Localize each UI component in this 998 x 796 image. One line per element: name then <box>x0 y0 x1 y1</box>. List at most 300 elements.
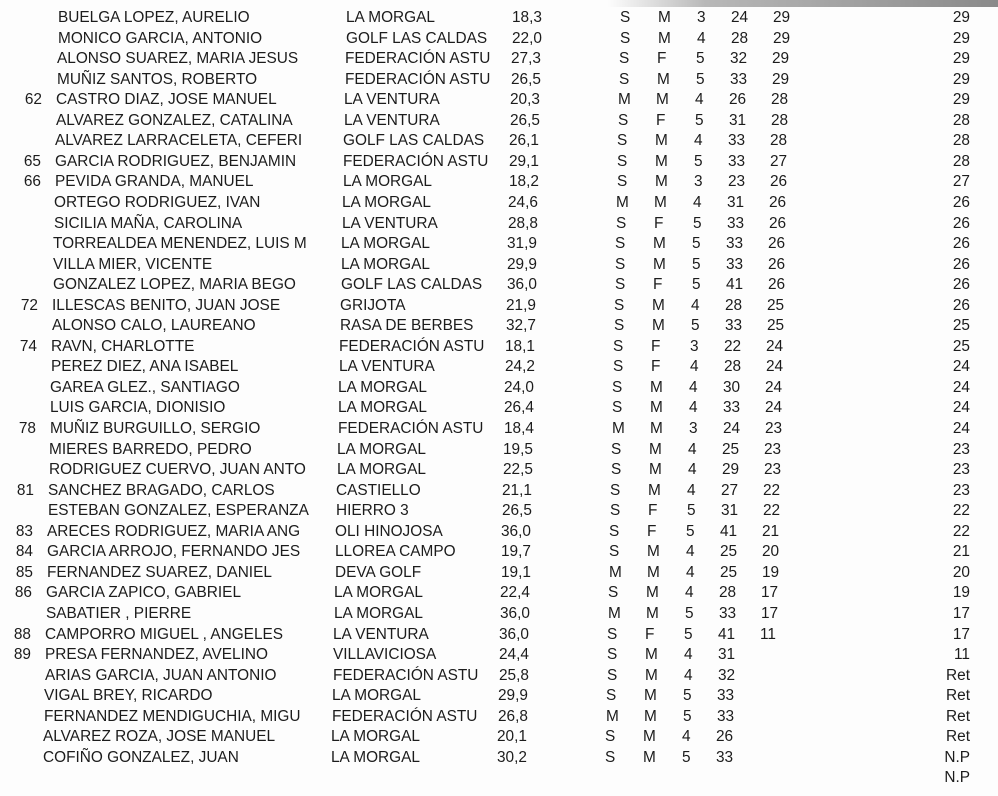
club-name: LA MORGAL <box>338 399 427 417</box>
result: 22 <box>952 522 970 540</box>
playing-handicap: 30 <box>723 378 741 396</box>
player-name: GARCIA ZAPICO, GABRIEL <box>46 584 241 602</box>
level: 4 <box>697 29 706 47</box>
points: 20 <box>762 543 780 561</box>
result: 29 <box>952 50 970 68</box>
points: 19 <box>762 563 780 581</box>
points: 23 <box>764 440 782 458</box>
club-name: FEDERACIÓN ASTU <box>332 707 478 725</box>
level: 4 <box>686 563 695 581</box>
level: 5 <box>696 70 705 88</box>
table-row <box>0 378 998 398</box>
table-row <box>0 748 998 768</box>
player-name: MONICO GARCIA, ANTONIO <box>58 29 263 47</box>
category: S <box>620 29 631 47</box>
row-position: 83 <box>15 522 33 540</box>
playing-handicap: 23 <box>728 173 746 191</box>
category: S <box>612 378 623 396</box>
sex: M <box>650 420 663 437</box>
points: 26 <box>768 255 786 273</box>
playing-handicap: 33 <box>728 132 746 150</box>
result: Ret <box>946 728 970 746</box>
handicap: 28,8 <box>508 214 538 232</box>
category: S <box>605 728 616 746</box>
handicap: 18,3 <box>512 9 542 26</box>
club-name: FEDERACIÓN ASTU <box>333 666 479 684</box>
sex: F <box>654 214 664 232</box>
result: 29 <box>952 70 970 88</box>
points: 11 <box>760 625 776 643</box>
club-name: LA MORGAL <box>337 440 426 458</box>
sex: F <box>647 522 657 540</box>
points: 22 <box>763 502 781 520</box>
table-row <box>0 727 998 747</box>
level: 4 <box>684 666 693 684</box>
category: S <box>609 543 620 561</box>
player-name: TORREALDEA MENENDEZ, LUIS M <box>53 235 307 253</box>
table-row <box>0 337 998 357</box>
result: Ret <box>946 687 970 705</box>
handicap: 26,5 <box>502 502 532 520</box>
result: 26 <box>952 276 970 294</box>
points: 23 <box>765 420 783 437</box>
table-row <box>0 481 998 501</box>
playing-handicap: 25 <box>720 563 738 581</box>
playing-handicap: 31 <box>729 111 747 129</box>
handicap: 22,0 <box>512 29 542 47</box>
player-name: FERNANDEZ MENDIGUCHIA, MIGU <box>44 707 301 725</box>
category: M <box>612 420 625 437</box>
handicap: 27,3 <box>511 50 541 68</box>
sex: M <box>650 378 663 396</box>
playing-handicap: 33 <box>730 70 748 88</box>
sex: M <box>654 193 667 211</box>
sex: M <box>643 728 656 746</box>
points: 26 <box>769 214 787 232</box>
playing-handicap: 25 <box>720 543 738 561</box>
points: 28 <box>771 111 789 129</box>
sex: M <box>657 70 670 88</box>
category: S <box>611 440 622 458</box>
playing-handicap: 33 <box>726 255 744 273</box>
category: S <box>607 646 618 664</box>
club-name: HIERRO 3 <box>336 502 409 520</box>
category: S <box>617 132 628 150</box>
playing-handicap: 28 <box>719 584 737 602</box>
category: S <box>618 111 629 129</box>
player-name: MUÑIZ BURGUILLO, SERGIO <box>50 420 261 437</box>
result: 24 <box>952 358 970 376</box>
category: S <box>610 502 621 520</box>
player-name: CASTRO DIAZ, JOSE MANUEL <box>56 91 277 109</box>
category: S <box>614 317 625 335</box>
club-name: LA MORGAL <box>342 193 431 211</box>
player-name: PEREZ DIEZ, ANA ISABEL <box>51 358 239 376</box>
playing-handicap: 33 <box>725 317 743 335</box>
category: S <box>613 337 624 355</box>
player-name: ALVAREZ LARRACELETA, CEFERI <box>55 132 303 150</box>
level: 4 <box>689 399 698 417</box>
table-row <box>0 8 998 28</box>
points: 17 <box>761 604 779 622</box>
row-position: 62 <box>24 91 42 109</box>
table-row <box>0 131 998 151</box>
player-name: SICILIA MAÑA, CAROLINA <box>54 214 243 232</box>
player-name: RAVN, CHARLOTTE <box>51 337 195 355</box>
handicap: 36,0 <box>507 276 537 294</box>
table-row <box>0 768 998 788</box>
playing-handicap: 28 <box>725 296 743 314</box>
result: 26 <box>952 255 970 273</box>
club-name: DEVA GOLF <box>335 563 422 581</box>
playing-handicap: 28 <box>724 358 742 376</box>
player-name: VILLA MIER, VICENTE <box>53 255 213 273</box>
player-name: ALONSO CALO, LAUREANO <box>52 317 256 335</box>
result: 28 <box>952 152 970 170</box>
sex: M <box>644 707 657 725</box>
handicap: 20,1 <box>497 728 527 746</box>
handicap: 21,9 <box>506 296 536 314</box>
category: S <box>611 461 622 479</box>
club-name: GOLF LAS CALDAS <box>341 276 483 294</box>
club-name: LA VENTURA <box>333 625 429 643</box>
table-row <box>0 645 998 665</box>
points: 24 <box>766 358 784 376</box>
playing-handicap: 32 <box>730 50 748 68</box>
category: S <box>615 276 626 294</box>
table-row <box>0 542 998 562</box>
handicap: 22,4 <box>500 584 530 602</box>
result: 29 <box>952 29 970 47</box>
level: 5 <box>694 152 703 170</box>
club-name: LA VENTURA <box>344 91 440 109</box>
sex: F <box>657 50 667 68</box>
level: 3 <box>694 173 703 191</box>
playing-handicap: 33 <box>717 687 735 705</box>
level: 4 <box>687 481 696 499</box>
result: 27 <box>952 173 970 191</box>
table-row <box>0 255 998 275</box>
sex: M <box>653 255 666 273</box>
category: S <box>615 255 626 273</box>
club-name: LA VENTURA <box>344 111 440 129</box>
sex: F <box>656 111 666 129</box>
sex: M <box>646 584 659 602</box>
level: 5 <box>692 276 701 294</box>
player-name: SABATIER , PIERRE <box>46 604 192 622</box>
points: 22 <box>763 481 781 499</box>
level: 5 <box>693 214 702 232</box>
result: 23 <box>952 440 970 458</box>
table-row <box>0 419 998 439</box>
row-position: 81 <box>16 481 34 499</box>
sex: M <box>646 604 659 622</box>
handicap: 30,2 <box>497 748 527 766</box>
points: 25 <box>767 296 785 314</box>
club-name: LA VENTURA <box>342 214 438 232</box>
level: 5 <box>686 522 695 540</box>
result: N.P <box>944 769 970 787</box>
result: 26 <box>952 193 970 211</box>
playing-handicap: 25 <box>722 440 740 458</box>
club-name: LA MORGAL <box>334 584 423 602</box>
result: 28 <box>952 132 970 150</box>
club-name: CASTIELLO <box>336 481 421 499</box>
sex: F <box>651 337 661 355</box>
result: 25 <box>952 317 970 335</box>
result: 21 <box>952 543 970 561</box>
row-position: 89 <box>13 646 31 664</box>
category: S <box>607 666 618 684</box>
result: 20 <box>952 563 970 581</box>
level: 5 <box>696 50 705 68</box>
player-name: VIGAL BREY, RICARDO <box>44 687 213 705</box>
sex: M <box>655 132 668 150</box>
playing-handicap: 27 <box>721 481 739 499</box>
points: 28 <box>771 91 789 109</box>
result: Ret <box>946 707 970 725</box>
sex: F <box>653 276 663 294</box>
table-row <box>0 625 998 645</box>
result: 24 <box>952 420 970 437</box>
category: M <box>606 707 619 725</box>
category: S <box>619 50 630 68</box>
club-name: LA MORGAL <box>341 255 430 273</box>
row-position: 65 <box>23 152 41 170</box>
table-row <box>0 316 998 336</box>
club-name: FEDERACIÓN ASTU <box>338 420 484 437</box>
player-name: GARCIA ARROJO, FERNANDO JES <box>47 543 301 561</box>
result: 26 <box>952 296 970 314</box>
result: 29 <box>952 91 970 109</box>
level: 5 <box>692 255 701 273</box>
table-row <box>0 707 998 727</box>
category: S <box>617 173 628 191</box>
handicap: 29,1 <box>509 152 539 170</box>
handicap: 20,3 <box>510 91 540 109</box>
sex: M <box>649 461 662 479</box>
level: 5 <box>691 317 700 335</box>
result: 28 <box>952 111 970 129</box>
player-name: BUELGA LOPEZ, AURELIO <box>58 9 250 26</box>
result: 11 <box>954 646 970 664</box>
sex: M <box>648 481 661 499</box>
table-row <box>0 357 998 377</box>
handicap: 26,8 <box>498 707 528 725</box>
result: 17 <box>952 604 970 622</box>
club-name: GOLF LAS CALDAS <box>346 29 488 47</box>
level: 4 <box>695 91 704 109</box>
points: 28 <box>770 132 788 150</box>
points: 29 <box>773 9 791 26</box>
player-name: ESTEBAN GONZALEZ, ESPERANZA <box>48 502 309 520</box>
player-name: PRESA FERNANDEZ, AVELINO <box>45 646 268 664</box>
sex: M <box>645 646 658 664</box>
handicap: 19,1 <box>501 563 531 581</box>
category: S <box>612 399 623 417</box>
playing-handicap: 26 <box>729 91 747 109</box>
player-name: GARCIA RODRIGUEZ, BENJAMIN <box>55 152 297 170</box>
handicap: 19,5 <box>503 440 533 458</box>
club-name: LA MORGAL <box>343 173 432 191</box>
level: 5 <box>682 748 691 766</box>
playing-handicap: 33 <box>728 152 746 170</box>
category: S <box>605 748 616 766</box>
handicap: 24,0 <box>504 378 534 396</box>
level: 4 <box>689 378 698 396</box>
handicap: 24,6 <box>508 193 538 211</box>
level: 4 <box>694 132 703 150</box>
level: 5 <box>695 111 704 129</box>
handicap: 24,2 <box>505 358 535 376</box>
category: M <box>616 193 629 211</box>
category: S <box>616 214 627 232</box>
result: 29 <box>952 9 970 26</box>
player-name: COFIÑO GONZALEZ, JUAN <box>43 748 239 766</box>
table-row <box>0 460 998 480</box>
handicap: 32,7 <box>506 317 536 335</box>
club-name: LA MORGAL <box>332 687 421 705</box>
player-name: ALVAREZ GONZALEZ, CATALINA <box>56 111 293 129</box>
table-row <box>0 49 998 69</box>
row-position: 66 <box>23 173 41 191</box>
points: 17 <box>761 584 779 602</box>
row-position: 74 <box>19 337 37 355</box>
table-row <box>0 522 998 542</box>
sex: M <box>647 563 660 581</box>
handicap: 22,5 <box>503 461 533 479</box>
playing-handicap: 31 <box>727 193 745 211</box>
player-name: SANCHEZ BRAGADO, CARLOS <box>48 481 275 499</box>
category: S <box>613 358 624 376</box>
club-name: FEDERACIÓN ASTU <box>343 152 489 170</box>
result: 22 <box>952 502 970 520</box>
handicap: 36,0 <box>501 522 531 540</box>
points: 24 <box>765 399 783 417</box>
table-row <box>0 296 998 316</box>
level: 3 <box>697 9 706 26</box>
result: Ret <box>946 666 970 684</box>
table-row <box>0 29 998 49</box>
level: 4 <box>682 728 691 746</box>
club-name: LA VENTURA <box>339 358 435 376</box>
result: 24 <box>952 378 970 396</box>
table-row <box>0 193 998 213</box>
level: 4 <box>693 193 702 211</box>
player-name: GONZALEZ LOPEZ, MARIA BEGO <box>53 276 296 294</box>
handicap: 24,4 <box>499 646 529 664</box>
points: 24 <box>766 337 784 355</box>
club-name: LA MORGAL <box>341 235 430 253</box>
club-name: GRIJOTA <box>340 296 406 314</box>
table-row <box>0 563 998 583</box>
table-row <box>0 440 998 460</box>
result: 17 <box>952 625 970 643</box>
result: 24 <box>952 399 970 417</box>
club-name: FEDERACIÓN ASTU <box>345 70 491 88</box>
club-name: LA MORGAL <box>331 748 420 766</box>
category: S <box>609 522 620 540</box>
playing-handicap: 33 <box>716 748 734 766</box>
player-name: MIERES BARREDO, PEDRO <box>49 440 252 458</box>
playing-handicap: 22 <box>724 337 742 355</box>
playing-handicap: 31 <box>721 502 739 520</box>
row-position: 78 <box>18 420 36 437</box>
table-row <box>0 666 998 686</box>
playing-handicap: 31 <box>718 646 736 664</box>
level: 4 <box>688 440 697 458</box>
handicap: 26,4 <box>504 399 534 417</box>
club-name: GOLF LAS CALDAS <box>343 132 485 150</box>
handicap: 29,9 <box>498 687 528 705</box>
table-row <box>0 604 998 624</box>
playing-handicap: 41 <box>720 522 738 540</box>
level: 5 <box>687 502 696 520</box>
points: 26 <box>768 276 786 294</box>
table-row <box>0 583 998 603</box>
player-name: ORTEGO RODRIGUEZ, IVAN <box>54 193 261 211</box>
points: 24 <box>765 378 783 396</box>
points: 26 <box>770 173 788 191</box>
handicap: 26,1 <box>509 132 539 150</box>
club-name: FEDERACIÓN ASTU <box>339 337 485 355</box>
player-name: ARIAS GARCIA, JUAN ANTONIO <box>45 666 277 684</box>
sex: F <box>651 358 661 376</box>
handicap: 26,5 <box>511 70 541 88</box>
handicap: 18,1 <box>505 337 535 355</box>
sex: M <box>655 152 668 170</box>
points: 29 <box>772 50 790 68</box>
club-name: OLI HINOJOSA <box>335 522 443 540</box>
points: 26 <box>769 193 787 211</box>
handicap: 36,0 <box>500 604 530 622</box>
table-row <box>0 90 998 110</box>
sex: M <box>653 235 666 253</box>
points: 29 <box>773 29 791 47</box>
row-position: 85 <box>15 563 33 581</box>
level: 4 <box>684 646 693 664</box>
player-name: FERNANDEZ SUAREZ, DANIEL <box>47 563 272 581</box>
handicap: 25,8 <box>499 666 529 684</box>
sex: F <box>648 502 658 520</box>
player-name: CAMPORRO MIGUEL , ANGELES <box>45 625 284 643</box>
sex: M <box>652 296 665 314</box>
level: 5 <box>692 235 701 253</box>
points: 21 <box>762 522 780 540</box>
table-row <box>0 70 998 90</box>
player-name: ALVAREZ ROZA, JOSE MANUEL <box>43 728 276 746</box>
row-position: 72 <box>20 296 38 314</box>
sex: M <box>649 440 662 458</box>
sex: M <box>645 666 658 684</box>
sex: M <box>652 317 665 335</box>
playing-handicap: 33 <box>723 399 741 417</box>
handicap: 18,2 <box>509 173 539 191</box>
club-name: RASA DE BERBES <box>340 317 474 335</box>
table-row <box>0 214 998 234</box>
playing-handicap: 26 <box>716 728 734 746</box>
club-name: VILLAVICIOSA <box>333 646 437 664</box>
playing-handicap: 24 <box>723 420 741 437</box>
club-name: LA MORGAL <box>346 9 435 26</box>
handicap: 31,9 <box>507 235 537 253</box>
result: 23 <box>952 461 970 479</box>
category: S <box>615 235 626 253</box>
playing-handicap: 33 <box>726 235 744 253</box>
player-name: GAREA GLEZ., SANTIAGO <box>50 378 240 396</box>
level: 4 <box>688 461 697 479</box>
handicap: 29,9 <box>507 255 537 273</box>
